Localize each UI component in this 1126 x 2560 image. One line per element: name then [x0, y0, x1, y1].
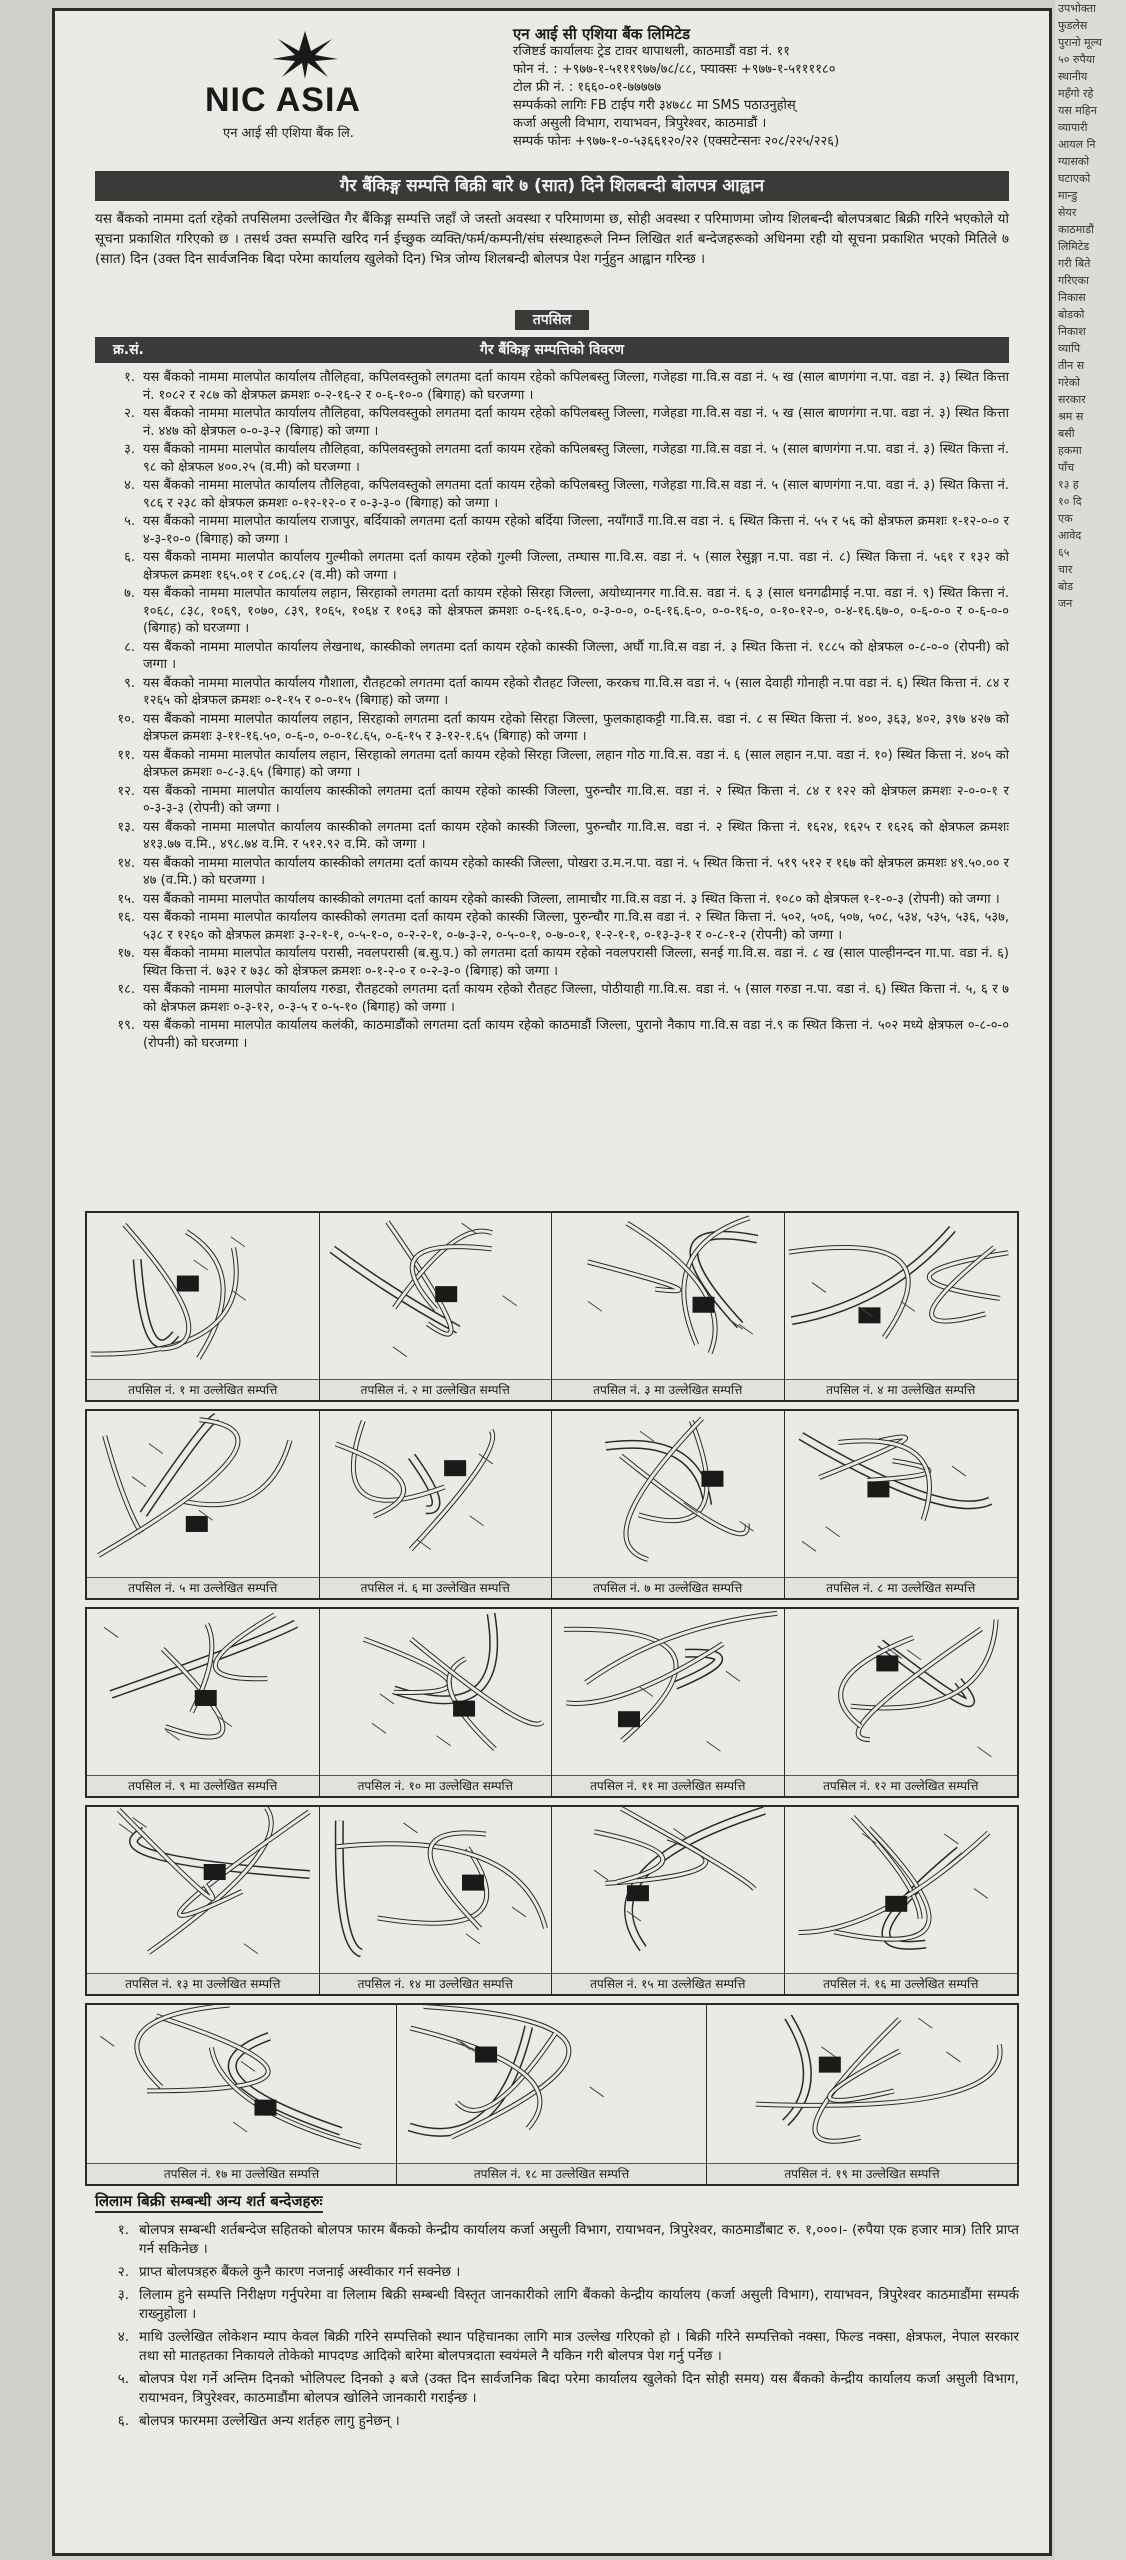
location-sketch	[397, 2005, 705, 2163]
map-caption: तपसिल नं. १९ मा उल्लेखित सम्पत्ति	[707, 2163, 1017, 2184]
side-fragment: ग्यासको	[1058, 155, 1090, 168]
side-fragment: घटाएको	[1058, 172, 1091, 185]
side-fragment: निकाश	[1058, 325, 1086, 338]
map-caption: तपसिल नं. १५ मा उल्लेखित सम्पत्ति	[552, 1973, 784, 1994]
road-line	[594, 1832, 663, 1882]
schedule-row	[95, 711, 1009, 746]
property-marker	[693, 1297, 715, 1313]
row-description: यस बैंकको नाममा मालपोत कार्यालय लहान, सिरहाको लगतमा दर्ता कायम रहेको सिरहा जिल्ला, अयोध्यानगर गा.वि.स. वडा नं. ६ ३ (साल धनगढीमाई न.पा. वडा नं. ९) स्थित कित्ता नं. १०६८, ८३८, १०६९, १०७०, ८३९, १०६५, १०६४ र १०६३ को क्षेत्रफल क्रमशः ०-६-१६.६-०, ०-३-०-०, ०-६-१६.६-०, ०-०-१६-०, ०-१०-१२-०, ०-४-१६.६७-०, ०-६-०-० र ०-६-०-० (बिगाह) को घरजग्गा ।	[143, 586, 1009, 636]
notice-page	[52, 8, 1052, 2556]
pointer-line	[465, 1934, 479, 1944]
row-number: १७.	[117, 946, 135, 961]
map-caption: तपसिल नं. १६ मा उल्लेखित सम्पत्ति	[785, 1973, 1018, 1994]
side-fragment: निकास	[1058, 291, 1086, 304]
location-sketch	[707, 2005, 1015, 2163]
intro-paragraph: यस बैंकको नाममा दर्ता रहेको तपसिलमा उल्लेखित गैर बैंकिङ्ग सम्पत्ति जहाँ जे जस्तो अवस्था र परिमाणमा छ, सोही अवस्था र परिमाणमा जोग्य शिलबन्दी बोलपत्रबाट बिक्री गरिने भएकोले यो सूचना प्रकाशित गरिएको छ । तसर्थ उक्त सम्पत्ति खरिद गर्न ईच्छुक व्यक्ति/फर्म/कम्पनी/संघ संस्थाहरूले निम्न लिखित शर्त बन्देजहरूको अधिनमा रही यो सूचना प्रकाशित भएको मितिले ७ (सात) दिन (उक्त दिन सार्वजनिक बिदा परेमा कार्यालय खुलेको दिन) भित्र जोग्य शिलबन्दी बोलपत्र पेश गर्नुहुन आह्वान गरिन्छ ।	[95, 211, 1009, 267]
property-marker	[204, 1864, 226, 1880]
side-fragment: पाँच	[1058, 461, 1075, 474]
pointer-line	[436, 1736, 450, 1746]
pointer-line	[590, 2087, 604, 2097]
row-number: १६.	[117, 910, 135, 925]
condition-item	[85, 2412, 1019, 2431]
map-caption: तपसिल नं. १८ मा उल्लेखित सम्पत्ति	[397, 2163, 706, 2184]
location-sketch	[320, 1807, 551, 1973]
map-row	[85, 1607, 1019, 1798]
location-sketch	[552, 1609, 783, 1775]
map-cell	[785, 1213, 1018, 1400]
map-caption: तपसिल नं. १४ मा उल्लेखित सम्पत्ति	[320, 1973, 552, 1994]
row-number: २.	[124, 406, 135, 421]
road-line	[410, 1431, 492, 1550]
condition-item	[85, 2370, 1019, 2408]
row-number: ३.	[124, 442, 135, 457]
map-row	[85, 1211, 1019, 1402]
condition-item	[85, 2221, 1019, 2259]
pointer-line	[946, 2052, 960, 2062]
row-number: १०.	[117, 711, 135, 727]
side-fragment: स्थानीय	[1058, 70, 1088, 83]
condition-number: ३.	[117, 2287, 129, 2303]
notice-title: गैर बैंकिङ्ग सम्पत्ति बिक्री बारे ७ (सात) दिने शिलबन्दी बोलपत्र आह्वान	[95, 171, 1009, 201]
side-fragment: महँगो रहे	[1058, 87, 1094, 100]
road-line	[336, 1844, 545, 1928]
pointer-line	[640, 1431, 654, 1441]
condition-number: ६.	[117, 2413, 129, 2429]
row-description: यस बैंकको नाममा मालपोत कार्यालय तौलिहवा, कपिलवस्तुको लगतमा दर्ता कायम रहेको कपिलबस्तु जिल्ला, गजेहडा गा.वि.स वडा नं. ५ ख (साल बाणगंगा न.पा. वडा नं. ३) स्थित कित्ता नं. १०८२ र २८७ को क्षेत्रफल क्रमशः ०-२-१६-२ र ०-६-१०-० (बिगाह) को घरजग्गा ।	[143, 370, 1009, 403]
property-marker	[475, 2047, 497, 2063]
map-cell	[552, 1411, 785, 1598]
schedule-row	[95, 945, 1009, 980]
table-header	[95, 337, 1009, 363]
property-marker	[453, 1701, 475, 1717]
logo-subtitle: एन आई सी एशिया बैंक लि.	[223, 126, 354, 141]
row-description: यस बैंकको नाममा मालपोत कार्यालय कास्कीको लगतमा दर्ता कायम रहेको कास्की जिल्ला, पुरुन्चौर गा.वि.स. वडा नं. २ स्थित कित्ता नं. ८४ र १२२ को क्षेत्रफल क्रमशः २-०-०-१ र ०-३-३-३ (रोपनी) को जग्गा ।	[143, 783, 1009, 816]
road-line	[410, 1639, 542, 1724]
location-sketch	[87, 1213, 318, 1379]
pointer-line	[416, 1540, 430, 1550]
condition-text: बोलपत्र पेश गर्ने अन्तिम दिनको भोलिपल्ट दिनको ३ बजे (उक्त दिन सार्वजनिक बिदा परेमा कार्यालय खुलेको दिन सोही समय) यस बैंकको केन्द्रीय कार्यालय कर्जा असुली विभाग, रायाभवन, त्रिपुरेश्वर, काठमाडौंमा बोलपत्र खोलिने जानकारी गराईन्छ ।	[139, 2371, 1019, 2406]
sms-info: सम्पर्कको लागिः FB टाईप गरी ३४७८८ मा SMS पठाउनुहोस्	[513, 98, 796, 113]
location-sketch	[785, 1609, 1016, 1775]
pointer-line	[392, 1347, 406, 1357]
property-marker	[867, 1481, 889, 1497]
location-sketch	[552, 1411, 783, 1577]
map-cell	[707, 2005, 1017, 2184]
map-cell	[552, 1609, 785, 1796]
property-marker	[462, 1875, 484, 1891]
map-caption: तपसिल नं. ८ मा उल्लेखित सम्पत्ति	[785, 1577, 1018, 1598]
pointer-line	[977, 1747, 991, 1757]
condition-number: १.	[117, 2222, 129, 2238]
property-marker	[186, 1516, 208, 1532]
side-fragment: पुरानो मूल्य	[1058, 36, 1103, 49]
location-sketch	[785, 1807, 1016, 1973]
road-line	[840, 1638, 913, 1727]
location-sketch	[320, 1609, 551, 1775]
schedule-row	[95, 855, 1009, 890]
pointer-line	[244, 1944, 258, 1954]
property-marker	[885, 1896, 907, 1912]
map-cell	[87, 1807, 320, 1994]
condition-number: २.	[117, 2264, 129, 2280]
map-cell	[320, 1609, 553, 1796]
schedule-row	[95, 513, 1009, 548]
schedule-row	[95, 549, 1009, 584]
property-marker	[195, 1690, 217, 1706]
condition-number: ४.	[117, 2329, 129, 2345]
pointer-line	[511, 1907, 525, 1917]
pointer-line	[706, 1741, 720, 1751]
side-fragment: व्यापारी	[1058, 121, 1088, 134]
schedule-row	[95, 891, 1009, 909]
map-caption: तपसिल नं. ११ मा उल्लेखित सम्पत्ति	[552, 1775, 784, 1796]
pointer-line	[100, 2036, 114, 2046]
road-line	[137, 1259, 176, 1343]
condition-item	[85, 2286, 1019, 2324]
side-fragment: गरी बिते	[1058, 257, 1091, 270]
header-sn: क्र.सं.	[113, 342, 144, 358]
pointer-line	[944, 1834, 958, 1844]
location-sketch	[320, 1411, 551, 1577]
schedule-row	[95, 909, 1009, 944]
map-cell	[552, 1807, 785, 1994]
map-caption: तपसिल नं. २ मा उल्लेखित सम्पत्ति	[320, 1379, 552, 1400]
schedule-list	[95, 369, 1009, 1053]
side-fragment: सेयर	[1058, 206, 1077, 219]
row-number: ६.	[124, 550, 135, 565]
property-marker	[627, 1885, 649, 1901]
row-number: १३.	[117, 819, 135, 835]
condition-text: प्राप्त बोलपत्रहरु बैंकले कुनै कारण नजनाई अस्वीकार गर्न सक्नेछ ।	[139, 2264, 461, 2280]
map-cell	[87, 1411, 320, 1598]
road-line	[606, 1444, 708, 1505]
row-number: ९.	[124, 675, 135, 691]
map-caption: तपसिल नं. ९ मा उल्लेखित सम्पत्ति	[87, 1775, 319, 1796]
side-fragment: बोडको	[1058, 308, 1085, 321]
map-caption: तपसिल नं. ७ मा उल्लेखित सम्पत्ति	[552, 1577, 784, 1598]
schedule-row	[95, 405, 1009, 440]
pointer-line	[973, 1888, 987, 1898]
schedule-heading	[95, 309, 1009, 331]
condition-item	[85, 2263, 1019, 2282]
schedule-row	[95, 981, 1009, 1016]
side-fragment: उपभोक्ता	[1058, 2, 1096, 15]
schedule-row	[95, 783, 1009, 818]
road-line	[91, 1248, 236, 1354]
row-description: यस बैंकको नाममा मालपोत कार्यालय तौलिहवा, कपिलवस्तुको लगतमा दर्ता कायम रहेको कपिलबस्तु जिल्ला, गजेहडा गा.वि.स वडा नं. ५ ख (साल बाणगंगा न.पा. वडा नं. ३) स्थित कित्ता नं. ४४७ को क्षेत्रफल ०-०-३-२ (बिगाह) को जग्गा ।	[143, 406, 1009, 439]
row-description: यस बैंकको नाममा मालपोत कार्यालय गौशाला, रौतहटको लगतमा दर्ता कायम रहेको रौतहट जिल्ला, करकच गा.वि.स वडा नं. ५ (साल देवाही गोनाही न.पा वडा नं. ६) स्थित कित्ता नं. ८४ र १२६५ को क्षेत्रफल क्रमशः ०-१-१५ र ०-०-१५ (बिगाह) को जग्गा ।	[143, 675, 1009, 708]
department: कर्जा असुली विभाग, रायाभवन, त्रिपुरेश्वर, काठमाडौं ।	[513, 116, 767, 131]
location-sketch	[785, 1411, 1016, 1577]
map-cell	[397, 2005, 707, 2184]
pointer-line	[951, 1466, 965, 1476]
map-row	[85, 1409, 1019, 1600]
row-number: ७.	[124, 586, 135, 601]
map-caption: तपसिल नं. १० मा उल्लेखित सम्पत्ति	[320, 1775, 552, 1796]
pointer-line	[825, 1527, 839, 1537]
row-number: १.	[124, 370, 135, 385]
row-description: यस बैंकको नाममा मालपोत कार्यालय लहान, सिरहाको लगतमा दर्ता कायम रहेको सिरहा जिल्ला, लहान गोठ गा.वि.स. वडा नं. ६ (साल लहान न.पा. वडा नं. १०) स्थित कित्ता नं. ४०५ को क्षेत्रफल क्रमशः ०-८-३.६५ (बिगाह) को जग्गा ।	[143, 747, 1009, 780]
condition-text: बोलपत्र फारममा उल्लेखित अन्य शर्तहरु लागु हुनेछन् ।	[139, 2413, 400, 2429]
road-line	[410, 1639, 542, 1724]
map-caption: तपसिल नं. १७ मा उल्लेखित सम्पत्ति	[87, 2163, 396, 2184]
road-line	[91, 1248, 236, 1354]
row-description: यस बैंकको नाममा मालपोत कार्यालय कास्कीको लगतमा दर्ता कायम रहेको कास्की जिल्ला, पोखरा उ.म.न.पा. वडा नं. ५ स्थित कित्ता नं. ५१९ ५१२ र १६७ को क्षेत्रफल क्रमशः ४९.५०.०० र ४७ (व.मि.) को घरजग्गा ।	[143, 855, 1009, 888]
schedule-label: तपसिल	[515, 310, 590, 330]
pointer-line	[372, 1723, 386, 1733]
pointer-line	[502, 1296, 516, 1306]
map-cell	[320, 1411, 553, 1598]
property-marker	[618, 1711, 640, 1727]
pointer-line	[739, 1324, 753, 1334]
pointer-line	[379, 1694, 393, 1704]
header	[55, 11, 1049, 161]
map-caption: तपसिल नं. ५ मा उल्लेखित सम्पत्ति	[87, 1577, 319, 1598]
side-fragment: लिमिटेड	[1058, 240, 1090, 253]
pointer-line	[104, 1627, 118, 1637]
pointer-line	[469, 1516, 483, 1526]
row-number: १८.	[117, 982, 135, 997]
office-address: रजिष्टर्ड कार्यालयः ट्रेड टावर थापाथली, काठमाडौं वडा नं. ११	[513, 44, 790, 59]
side-fragment: बोड	[1058, 580, 1074, 593]
condition-text: लिलाम हुने सम्पत्ति निरीक्षण गर्नुपरेमा वा लिलाम बिक्री सम्बन्धी विस्तृत जानकारीको लागि बैंकको केन्द्रीय कार्यालय (कर्जा असुली विभाग), रायाभवन, त्रिपुरेश्वर काठमाडौंमा सम्पर्क राख्नुहोला ।	[139, 2287, 1019, 2322]
road-line	[336, 1844, 545, 1928]
road-line	[410, 1431, 492, 1550]
map-caption: तपसिल नं. ६ मा उल्लेखित सम्पत्ति	[320, 1577, 552, 1598]
map-cell	[320, 1807, 553, 1994]
side-fragment: फुडलेस	[1058, 19, 1088, 32]
conditions-list	[85, 2221, 1019, 2431]
conditions-section	[85, 2191, 1019, 2435]
location-sketch	[87, 1609, 318, 1775]
road-line	[363, 1639, 449, 1692]
map-caption: तपसिल नं. ४ मा उल्लेखित सम्पत्ति	[785, 1379, 1018, 1400]
property-marker	[435, 1286, 457, 1302]
row-description: यस बैंकको नाममा मालपोत कार्यालय कलंकी, काठमाडौंको लगतमा दर्ता कायम रहेको काठमाडौं जिल्ला, पुरानो नैकाप गा.वि.स वडा नं.९ क स्थित कित्ता नं. ५०२ मध्ये क्षेत्रफल ०-८-०-० (रोपनी) को घरजग्गा ।	[143, 1018, 1009, 1051]
side-fragment: श्रम स	[1058, 410, 1084, 423]
location-sketch	[552, 1213, 783, 1379]
road-line	[586, 1613, 778, 1682]
pointer-line	[802, 1541, 816, 1551]
side-fragment: गरिएका	[1058, 274, 1089, 287]
adjacent-column	[1055, 0, 1126, 2560]
bank-contact-block	[513, 25, 839, 151]
pointer-line	[811, 1282, 825, 1292]
road-line	[143, 1417, 216, 1514]
side-fragment: आयल नि	[1058, 138, 1096, 151]
side-fragment: ५० रुपैया	[1058, 53, 1095, 66]
row-number: १४.	[117, 855, 135, 871]
road-line	[815, 2019, 900, 2141]
side-fragment: हकमा	[1058, 444, 1082, 457]
schedule-row	[95, 639, 1009, 674]
location-sketch	[320, 1213, 551, 1379]
row-number: ५.	[124, 514, 135, 529]
row-description: यस बैंकको नाममा मालपोत कार्यालय कास्कीको लगतमा दर्ता कायम रहेको कास्की जिल्ला, लामाचौर गा.वि.स वडा नं. ३ स्थित कित्ता नं. १०८० को क्षेत्रफल १-१-०-३ (रोपनी) को जग्गा ।	[143, 891, 1000, 907]
property-marker	[858, 1307, 880, 1323]
road-line	[409, 2027, 529, 2133]
row-description: यस बैंकको नाममा मालपोत कार्यालय परासी, नवलपरासी (ब.सु.प.) को लगतमा दर्ता कायम रहेको नवलपरासी जिल्ला, सनई गा.वि.स. वडा नं. ८ ख (साल पाल्हीनन्दन गा.पा. वडा नं. ६) स्थित कित्ता नं. ७३२ र ७३८ को क्षेत्रफल क्रमशः ०-१-२-० र ०-२-३-० (बिगाह) को जग्गा ।	[143, 946, 1009, 979]
pointer-line	[726, 1671, 740, 1681]
map-cell	[87, 2005, 397, 2184]
side-fragment: एक	[1058, 512, 1073, 525]
pointer-line	[132, 1477, 146, 1487]
road-line	[586, 1613, 778, 1682]
road-line	[840, 1638, 913, 1727]
row-number: १५.	[117, 891, 135, 907]
road-line	[149, 1808, 272, 1953]
nic-asia-star-icon	[270, 29, 340, 79]
side-fragment: आवेद	[1058, 529, 1082, 542]
pointer-line	[918, 2018, 932, 2028]
contact-phone: सम्पर्क फोनः +९७७-१-०-५३६६१२०/२२ (एक्सटेन्सनः २०८/२२५/२२६)	[513, 134, 840, 149]
bank-name: एन आई सी एशिया बैंक लिमिटेड	[513, 25, 690, 43]
road-line	[147, 2016, 268, 2091]
property-marker	[876, 1655, 898, 1671]
condition-number: ५.	[117, 2371, 129, 2387]
schedule-row	[95, 441, 1009, 476]
location-sketch	[552, 1807, 783, 1973]
road-line	[335, 1444, 403, 1516]
schedule-row	[95, 747, 1009, 782]
logo-text: NIC ASIA	[205, 81, 361, 119]
side-fragment: गरेको	[1058, 376, 1080, 389]
pointer-line	[233, 2122, 247, 2132]
condition-text: बोलपत्र सम्बन्धी शर्तबन्देज सहितको बोलपत्र फारम बैंकको केन्द्रीय कार्यालय कर्जा असुली विभाग, रायाभवन, त्रिपुरेश्वर, काठमाडौंबाट रु. १,०००।- (रुपैया एक हजार मात्र) तिरि प्राप्त गर्न सकिनेछ ।	[139, 2222, 1019, 2257]
location-sketch	[785, 1213, 1016, 1379]
row-description: यस बैंकको नाममा मालपोत कार्यालय लेखनाथ, कास्कीको लगतमा दर्ता कायम रहेको कास्की जिल्ला, अर्घौ गा.वि.स वडा नं. ३ स्थित कित्ता नं. १८८५ को क्षेत्रफल ०-८-०-० (रोपनी) को जग्गा ।	[143, 639, 1009, 672]
map-cell	[320, 1213, 553, 1400]
condition-item	[85, 2328, 1019, 2366]
pointer-line	[149, 1444, 163, 1454]
row-description: यस बैंकको नाममा मालपोत कार्यालय तौलिहवा, कपिलवस्तुको लगतमा दर्ता कायम रहेको कपिलबस्तु जिल्ला, गजेहडा गा.वि.स वडा नं. ५ (साल बाणगंगा न.पा. वडा नं. ३) स्थित कित्ता नं. ९८६ र २३८ को क्षेत्रफल क्रमशः ०-१२-१२-० र ०-३-३-० (बिगाह) को जग्गा ।	[143, 478, 1009, 511]
row-number: १९.	[117, 1018, 135, 1033]
map-cell	[552, 1213, 785, 1400]
conditions-title: लिलाम बिक्री सम्बन्धी अन्य शर्त बन्देजहरुः	[95, 2191, 323, 2213]
row-description: यस बैंकको नाममा मालपोत कार्यालय तौलिहवा, कपिलवस्तुको लगतमा दर्ता कायम रहेको कपिलबस्तु जिल्ला, गजेहडा गा.वि.स वडा नं. ५ (साल बाणगंगा न.पा. वडा नं. ३) स्थित कित्ता नं. ९८ को क्षेत्रफल ४००.२५ (व.मी) को घरजग्गा ।	[143, 442, 1009, 475]
map-row	[85, 1805, 1019, 1996]
schedule-row	[95, 675, 1009, 710]
side-fragment: सरकार	[1058, 393, 1086, 406]
schedule-row	[95, 819, 1009, 854]
road-line	[606, 1444, 708, 1505]
side-fragment: यस महिन	[1058, 104, 1097, 117]
map-cell	[87, 1213, 320, 1400]
row-number: ४.	[124, 478, 135, 493]
row-description: यस बैंकको नाममा मालपोत कार्यालय कास्कीको लगतमा दर्ता कायम रहेको कास्की जिल्ला, पुरुन्चौर गा.वि.स. वडा नं. २ स्थित कित्ता नं. १६२४, १६२५ र १६२६ को क्षेत्रफल क्रमशः ४१३.७७ व.मि., ४९८.७४ व.मि. र ५१२.९२ व.मि. को जग्गा ।	[143, 819, 1009, 852]
property-marker	[177, 1276, 199, 1292]
road-line	[363, 1639, 449, 1692]
side-fragment: मान्डु	[1058, 189, 1078, 202]
row-description: यस बैंकको नाममा मालपोत कार्यालय राजापुर, बर्दियाको लगतमा दर्ता कायम रहेको बर्दिया जिल्ला, नयाँगाउँ गा.वि.स वडा नं. ६ स्थित कित्ता नं. ५५ र ५६ को क्षेत्रफल क्रमशः १-१२-०-० र ४-३-१०-० (बिगाह) को जग्गा ।	[143, 514, 1009, 547]
pointer-line	[194, 1260, 208, 1270]
phone: फोन नं. : +९७७-१-५१११९७७/७८/८८, फ्याक्सः +९७७-१-५११११८०	[513, 62, 836, 77]
map-row	[85, 2003, 1019, 2186]
side-fragment: ६५	[1058, 546, 1070, 559]
side-fragment: १० दि	[1058, 495, 1082, 508]
map-cell	[87, 1609, 320, 1796]
pointer-line	[594, 1870, 608, 1880]
road-line	[815, 2019, 900, 2141]
side-fragment: तीन स	[1058, 359, 1085, 372]
property-marker	[701, 1471, 723, 1487]
schedule-row	[95, 1017, 1009, 1052]
road-line	[137, 2005, 230, 2087]
tollfree: टोल फ्री नं. : १६६०-०१-७७७७७	[513, 80, 662, 95]
map-caption: तपसिल नं. ३ मा उल्लेखित सम्पत्ति	[552, 1379, 784, 1400]
road-line	[788, 1247, 907, 1337]
side-fragment: जन	[1058, 597, 1073, 610]
pointer-line	[588, 1301, 602, 1311]
condition-text: माथि उल्लेखित लोकेशन म्याप केवल बिक्री गरिने सम्पत्तिको स्थान पहिचानका लागि मात्र उल्लेख गरिएको हो । बिक्री गरिने सम्पत्तिको नक्सा, फिल्ड नक्सा, क्षेत्रफल, नेपाल सरकार तथा सो मातहतका निकायले तोकेको मापदण्ड आदिको बारेमा बोलपत्रदाता स्वयंमले नै यकिन गरी बोलपत्र पेश गर्नु पर्नेछ ।	[139, 2329, 1019, 2364]
map-caption: तपसिल नं. १३ मा उल्लेखित सम्पत्ति	[87, 1973, 319, 1994]
row-description: यस बैंकको नाममा मालपोत कार्यालय गुल्मीको लगतमा दर्ता कायम रहेको गुल्मी जिल्ला, तम्घास गा.वि.स. वडा नं. ५ (साल रेसुङ्गा न.पा. वडा नं. ८) स्थित कित्ता नं. ५६१ र १३२ को क्षेत्रफल क्रमशः १६५.०१ र ८०६.८२ (व.मी) को जग्गा ।	[143, 550, 1009, 583]
map-cell	[785, 1609, 1018, 1796]
side-fragment: व्यापि	[1058, 342, 1081, 355]
pointer-line	[403, 1823, 417, 1833]
pointer-line	[241, 2061, 255, 2071]
map-cell	[785, 1411, 1018, 1598]
header-description: गैर बैंकिङ्ग सम्पत्तिको विवरण	[479, 342, 625, 358]
pointer-line	[906, 1650, 920, 1660]
pointer-line	[821, 2047, 835, 2057]
side-fragment: चार	[1058, 563, 1073, 576]
location-sketch	[87, 1807, 318, 1973]
map-cell	[785, 1807, 1018, 1994]
schedule-row	[95, 369, 1009, 404]
property-marker	[819, 2057, 841, 2073]
location-sketch	[87, 1411, 318, 1577]
pointer-line	[231, 1237, 245, 1247]
row-description: यस बैंकको नाममा मालपोत कार्यालय लहान, सिरहाको लगतमा दर्ता कायम रहेको सिरहा जिल्ला, फुलकाहाकट्टी गा.वि.स. वडा नं. ८ स स्थित कित्ता नं. ४००, ३६३, ४०२, ३९७ ४२७ को क्षेत्रफल क्रमशः ३-११-१६.५०, ०-६-०, ०-०-१८.६५, ०-६-१५ र ३-१२-१.६५ (बिगाह) को जग्गा ।	[143, 711, 1009, 744]
side-fragment: बसी	[1058, 427, 1075, 440]
side-fragment: काठमाडौं	[1058, 223, 1094, 236]
row-number: १२.	[117, 783, 135, 799]
schedule-row	[95, 585, 1009, 638]
map-caption: तपसिल नं. १ मा उल्लेखित सम्पत्ति	[87, 1379, 319, 1400]
map-caption: तपसिल नं. १२ मा उल्लेखित सम्पत्ति	[785, 1775, 1018, 1796]
row-number: ११.	[117, 747, 135, 763]
property-marker	[444, 1460, 466, 1476]
side-fragment: १३ ह	[1058, 478, 1079, 491]
location-sketch	[87, 2005, 395, 2163]
property-marker	[254, 2100, 276, 2116]
row-number: ८.	[124, 639, 135, 655]
row-description: यस बैंकको नाममा मालपोत कार्यालय कास्कीको लगतमा दर्ता कायम रहेको कास्की जिल्ला, पुरुन्चौर गा.वि.स वडा नं. २ स्थित कित्ता नं. ५०२, ५०६, ५०७, ५०८, ५३४, ५३५, ५३६, ५३७, ५३८ र १२६० को क्षेत्रफल क्रमशः ३-२-१-१, ०-५-१-०, ०-२-२-१, ०-७-३-२, ०-५-०-१, ०-७-०-१, १-२-१-१, ०-१३-३-१ र ०-८-१-२ (रोपनी) को जग्गा ।	[143, 910, 1009, 943]
road-line	[149, 1808, 272, 1953]
row-description: यस बैंकको नाममा मालपोत कार्यालय गरुडा, रौतहटको लगतमा दर्ता कायम रहेको रौतहट जिल्ला, पोठीयाही गा.वि.स. वडा नं. ५ (साल गरुडा न.पा. वडा नं. ६) स्थित कित्ता नं. ५, ६ र ७ को क्षेत्रफल क्रमशः ०-३-१२, ०-३-५ र ०-५-१० (बिगाह) को जग्गा ।	[143, 982, 1009, 1015]
schedule-row	[95, 477, 1009, 512]
